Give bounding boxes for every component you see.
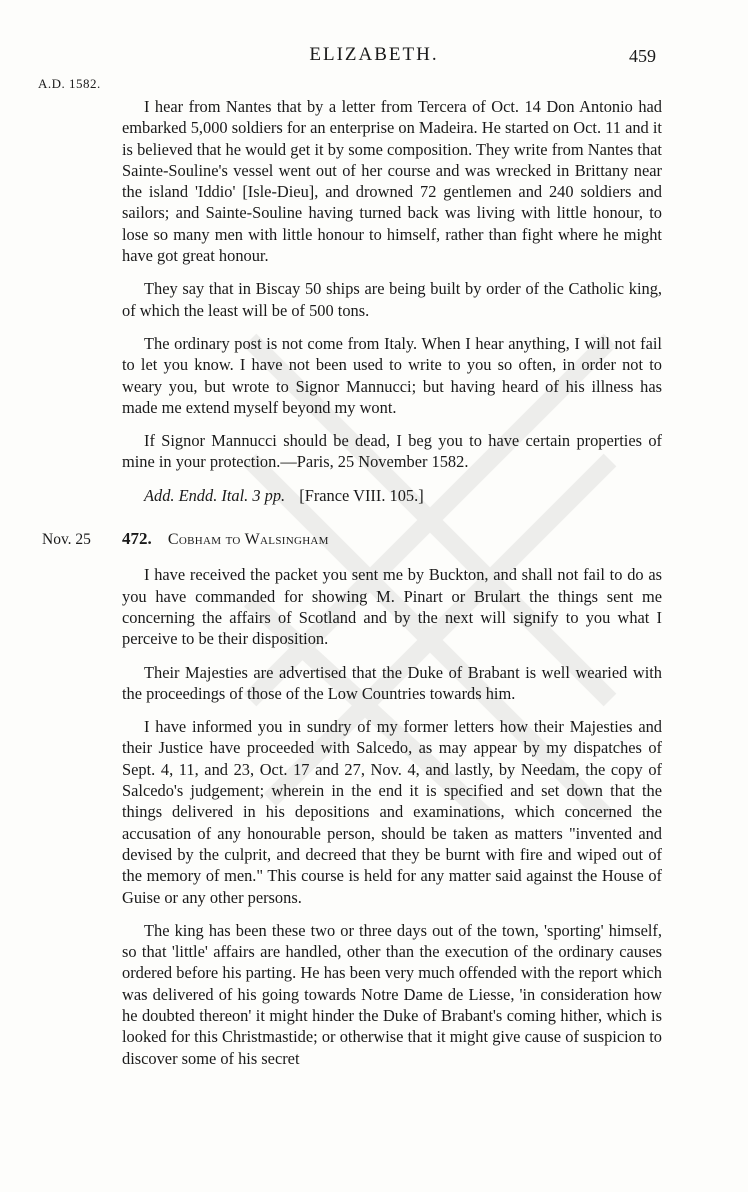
paragraph: I have received the packet you sent me by Buckton, and shall not fail to do as you have commanded for showing M. Pinart or Brulart the things sent me concerning the affairs of Scotland and by the next will signify to you what I perceive to be their disposition. [122,565,662,649]
entry-heading [42,528,662,550]
page-body [42,96,662,1081]
source-note [122,485,662,506]
entry-title: Cobham to Walsingham [167,531,329,549]
paragraph: I hear from Nantes that by a letter from Tercera of Oct. 14 Don Antonio had embarked 5,000 soldiers for an enterprise on Madeira. He started on Oct. 11 and it is believed that he would get it by some composition. They write from Nantes that Sainte-Souline's vessel went out of her course and was wrecked in Brittany near the island 'Iddio' [Isle-Dieu], and drowned 72 gentlemen and 240 soldiers and sailors; and Sainte-Souline having turned back was living with little honour, to lose so many men with little honour to himself, rather than fight where he might have got great honour. [122,97,662,266]
paragraph: Their Majesties are advertised that the Duke of Brabant is well wearied with the proceedings of those of the Low Countries towards him. [122,662,662,703]
page-number: 459 [629,46,656,66]
source-reference: [France VIII. 105.] [299,485,424,505]
paragraph: The ordinary post is not come from Italy. When I hear anything, I will not fail to let you know. I have not been used to write to you so often, in order not to weary you, but wrote to Signor Mannucci; but having heard of his illness has made me extend myself beyond my wont. [122,333,662,417]
paragraph: They say that in Biscay 50 ships are being built by order of the Catholic king, of which the least will be of 500 tons. [122,279,662,320]
entry-number: 472. [122,529,152,549]
paragraph: If Signor Mannucci should be dead, I beg you to have certain properties of mine in your protection.—Paris, 25 November 1582. [122,431,662,472]
paragraph: I have informed you in sundry of my former letters how their Majesties and their Justice have proceeded with Salcedo, as may appear by my dispatches of Sept. 4, 11, and 23, Oct. 17 and 27, Nov. 4, and lastly, by Needam, the copy of Salcedo's judgement; wherein in the end it is specified and set down that the things delivered in his depositions and examinations, which concerned the accusation of any honourable person, should be taken as matters "invented and devised by the culprit, and decreed that they be burnt with fire and wiped out of the memory of men." This course is held for any matter said against the House of Guise or any other persons. [122,717,662,907]
source-note-text: Add. Endd. Ital. 3 pp. [144,485,286,505]
margin-year: A.D. 1582. [38,76,101,91]
running-header: ELIZABETH. [309,44,439,65]
entry-date: Nov. 25 [42,531,91,549]
paragraph: The king has been these two or three days out of the town, 'sporting' himself, so that 'little' affairs are handled, other than the execution of the ordinary causes ordered before his parting. He has been very much offended with the report which was delivered of his going towards Notre Dame de Liesse, 'in consideration how he doubted thereon' it might hinder the Duke of Brabant's coming hither, which is looked for this Christmastide; or otherwise that it might give cause of suspicion to discover some of his secret [122,920,662,1068]
